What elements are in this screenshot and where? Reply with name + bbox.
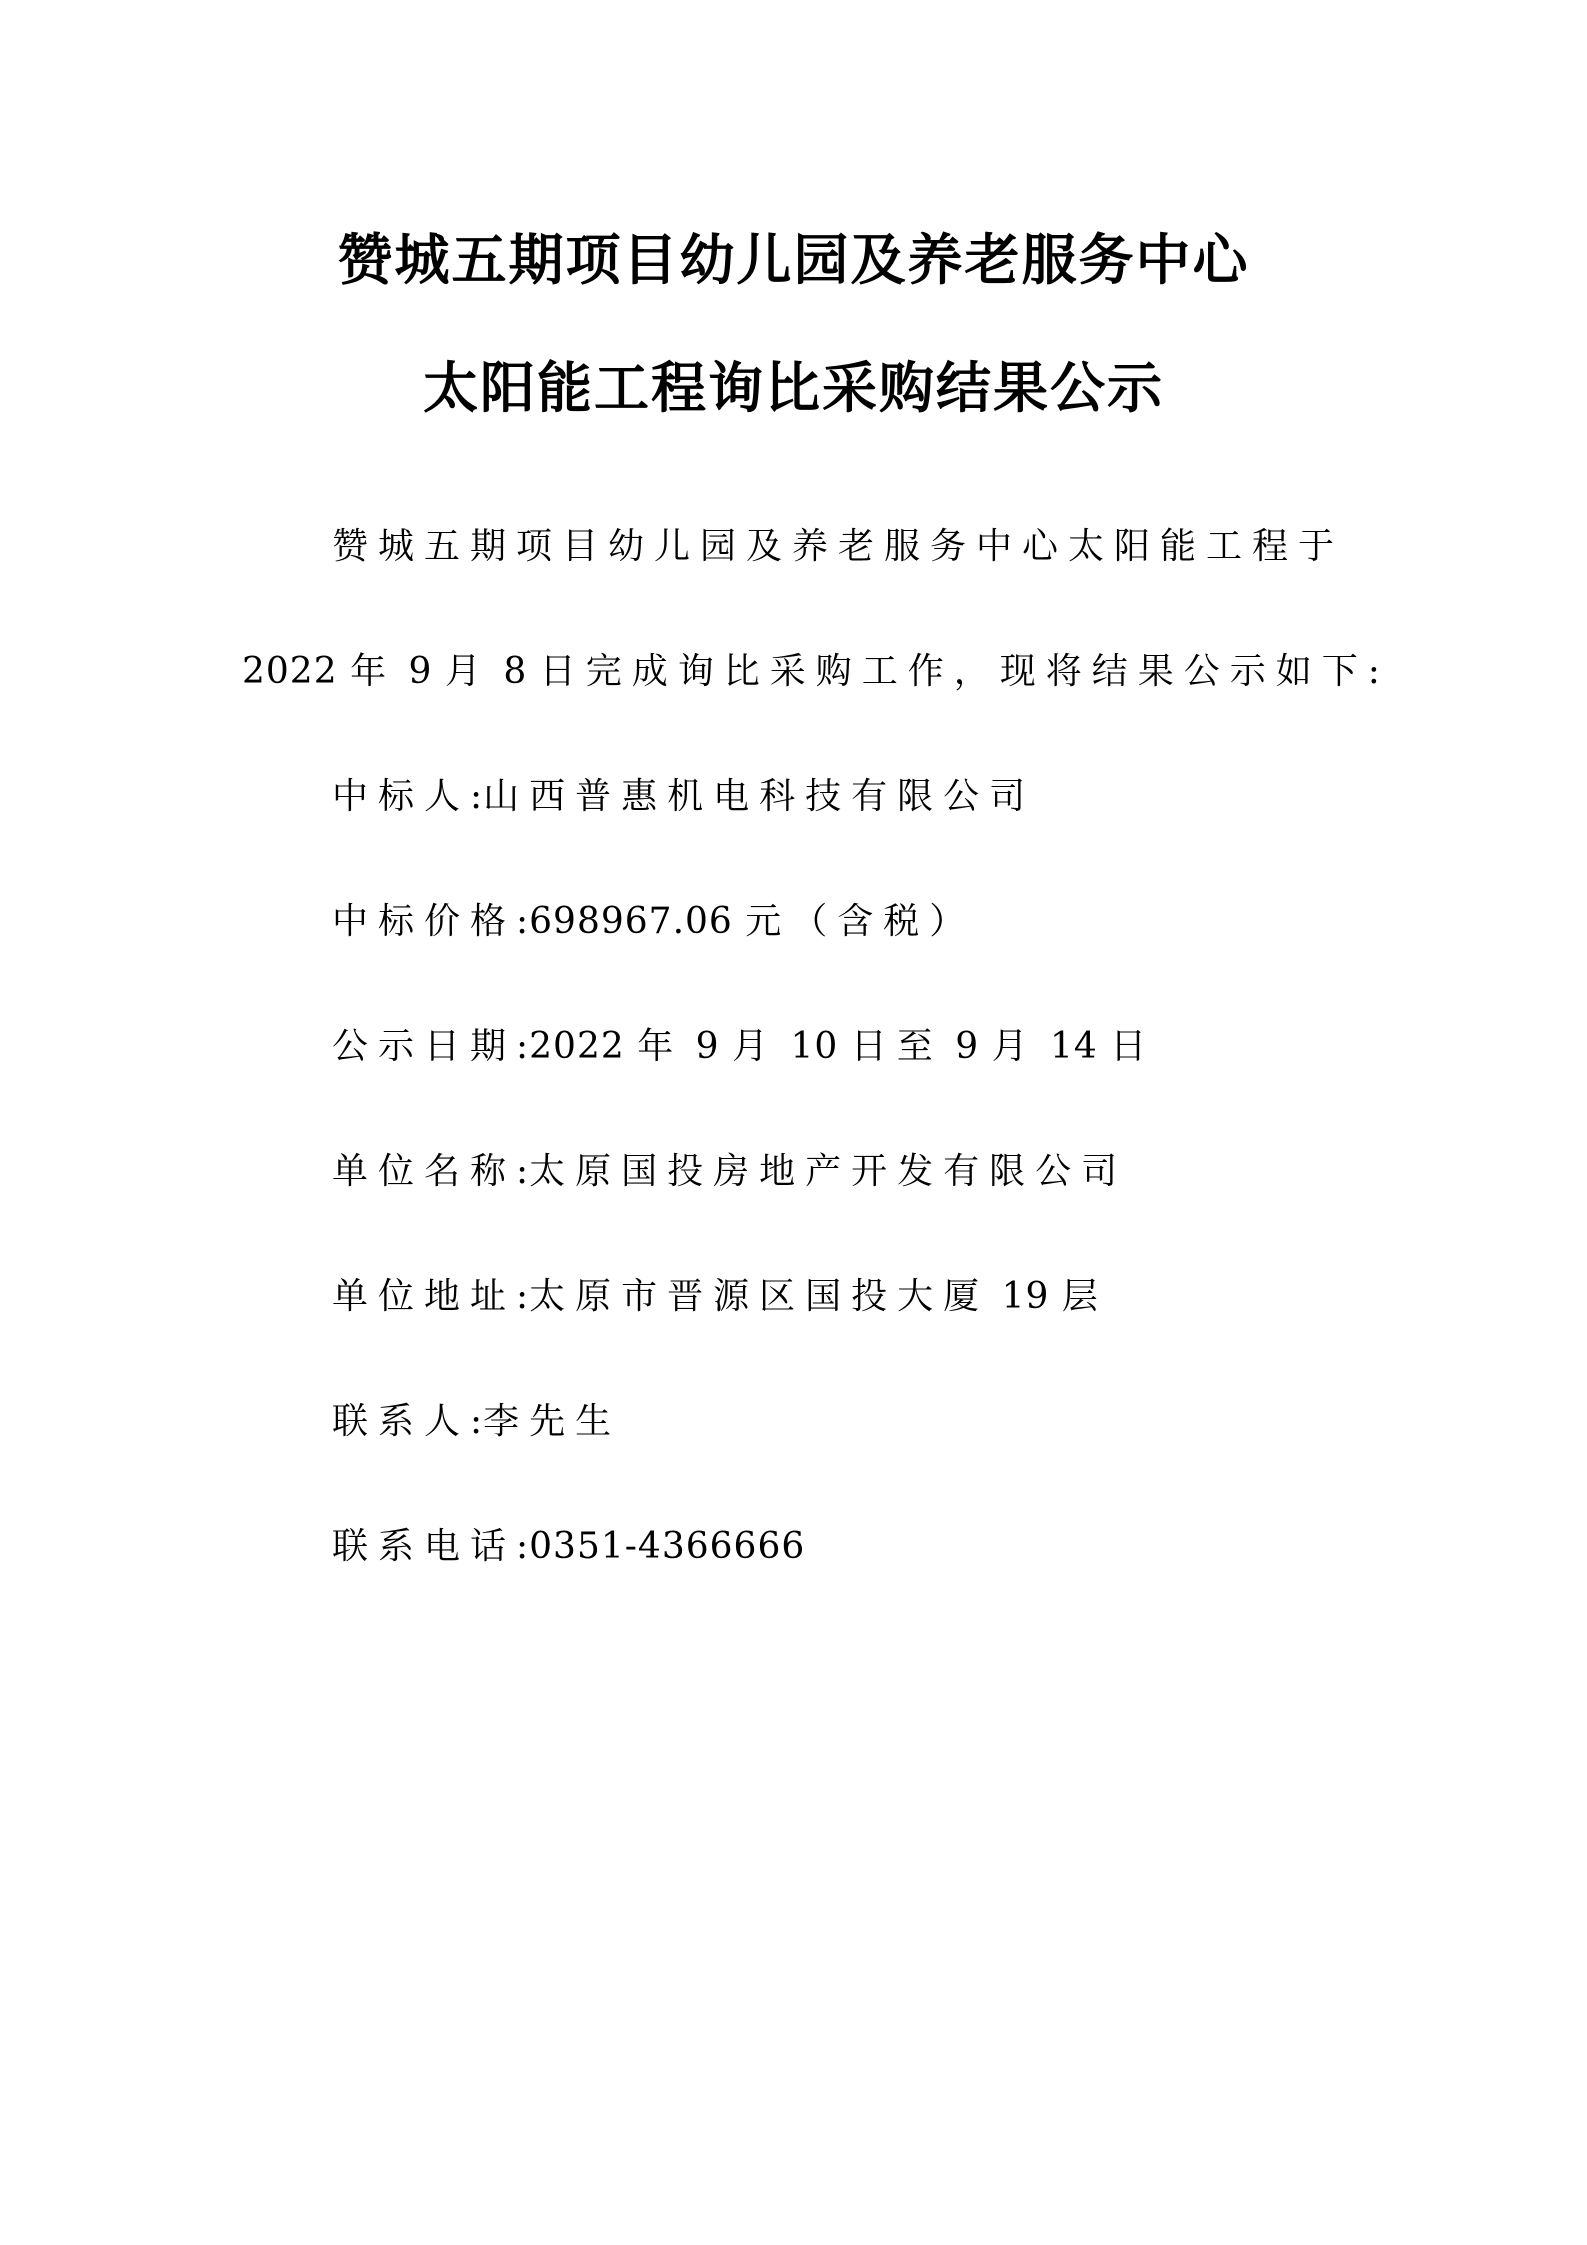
text-segment: 单位地址 (332, 1276, 517, 1317)
text-segment: 层 (1061, 1276, 1108, 1317)
text-segment: 联系电话 (332, 1526, 517, 1567)
text-segment: 9 (683, 1026, 733, 1067)
text-segment: 9 (396, 651, 445, 692)
contact-person-line (242, 1359, 1345, 1484)
text-segment: 公示日期 (332, 1026, 517, 1067)
text-segment: 中标价格 (332, 901, 517, 942)
document-body (242, 484, 1381, 1609)
text-segment: 元（含税） (745, 901, 976, 942)
text-segment: 14 (1037, 1026, 1111, 1067)
company-name-line (242, 1109, 1345, 1234)
text-segment: 月 (444, 651, 491, 692)
title-line-2: 太阳能工程询比采购结果公示 (422, 355, 1164, 420)
text-segment: 8 (490, 651, 540, 692)
contact-phone-line (242, 1484, 1345, 1609)
price-line (242, 859, 1345, 984)
text-segment: :698967.06 (516, 901, 746, 942)
text-segment: 19 (989, 1276, 1062, 1317)
text-segment: 赞城五期项目幼儿园及养老服务中心太阳能工程于 (332, 526, 1345, 567)
text-segment: : (516, 1151, 530, 1192)
text-segment: 太原国投房地产开发有限公司 (529, 1151, 1128, 1192)
text-segment: : (470, 1401, 484, 1442)
text-segment: 日 (1110, 1026, 1157, 1067)
text-segment: : (470, 776, 484, 817)
winner-line (242, 734, 1345, 859)
text-segment: 李先生 (483, 1401, 622, 1442)
text-segment: 月 (732, 1026, 779, 1067)
text-segment: 月 (991, 1026, 1038, 1067)
text-segment: :0351-4366666 (516, 1526, 806, 1567)
title-line-1: 赞城五期项目幼儿园及养老服务中心 (337, 227, 1250, 292)
text-segment: 单位名称 (332, 1151, 517, 1192)
text-segment: : (1367, 651, 1381, 692)
company-address-line (242, 1234, 1345, 1359)
text-segment: 山西普惠机电科技有限公司 (483, 776, 1036, 817)
text-segment: 10 (778, 1026, 851, 1067)
text-segment: 2022 (242, 651, 351, 692)
document-title (0, 0, 1587, 452)
text-segment: 年 (637, 1026, 684, 1067)
text-segment: 太原市晋源区国投大厦 (529, 1276, 990, 1317)
text-segment: :2022 (516, 1026, 638, 1067)
text-segment: 9 (942, 1026, 992, 1067)
text-segment: : (516, 1276, 530, 1317)
text-segment: 日至 (850, 1026, 943, 1067)
intro-line-2 (242, 609, 1381, 734)
text-segment: 年 (350, 651, 397, 692)
text-segment: 中标人 (332, 776, 471, 817)
intro-line-1 (242, 484, 1345, 609)
text-segment: 日完成询比采购工作，现将结果公示如下 (539, 651, 1368, 692)
publicity-period-line (242, 984, 1345, 1109)
text-segment: 联系人 (332, 1401, 471, 1442)
